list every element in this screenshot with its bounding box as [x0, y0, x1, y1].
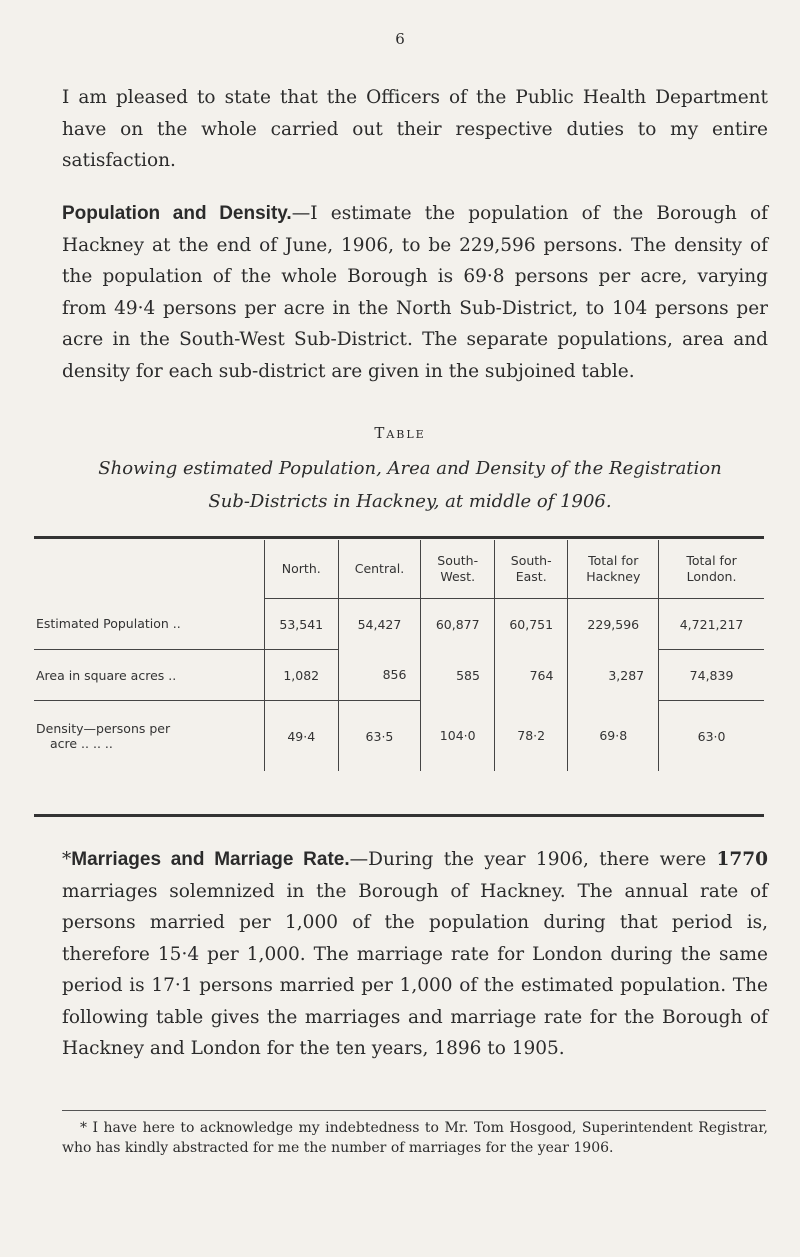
- marriages-count: 1770: [716, 849, 769, 870]
- cell: 69·8: [568, 701, 659, 772]
- intro-paragraph: I am pleased to state that the Officers of the Public Health Department have on the whole carried out their respective duties to my entire satisfaction.: [62, 87, 768, 171]
- footnote: * I have here to acknowledge my indebtedness to Mr. Tom Hosgood, Superintendent Registrar, who has kindly abstracted for me the number of marriages for the year 1906.: [62, 1120, 768, 1156]
- cell: 60,877: [421, 599, 495, 650]
- table-row-area: [34, 650, 764, 701]
- cell: 1,082: [265, 650, 339, 701]
- cell: 3,287: [568, 650, 659, 701]
- cell: 229,596: [568, 599, 659, 650]
- cell: 78·2: [494, 701, 568, 772]
- cell: 63·0: [659, 701, 764, 772]
- population-paragraph: [62, 198, 768, 387]
- cell: 60,751: [494, 599, 568, 650]
- row-label: Area in square acres ..: [34, 650, 265, 701]
- cell: 49·4: [265, 701, 339, 772]
- marriages-text-after: marriages solemnized in the Borough of Hackney. The annual rate of persons married per 1,000 of the population during that period is, therefore 15·4 per 1,000. The marriage rate for London during the same period is 17·1 persons married per 1,000 of the estimated population. The following table gives the marriages and marriage rate for the Borough of Hackney and London for the ten years, 1896 to 1905.: [62, 880, 768, 1059]
- cell: 4,721,217: [659, 599, 764, 650]
- marriages-paragraph: [62, 844, 768, 1065]
- marriages-heading: Marriages and Marriage Rate.: [71, 849, 350, 870]
- population-heading: Population and Density.: [62, 203, 292, 224]
- population-text: —I estimate the population of the Borough of Hackney at the end of June, 1906, to be 229,596 persons. The density of the population of the whole Borough is 69·8 persons per acre, varying from 49·4 persons per acre in the North Sub-District, to 104 persons per acre in the South-West Sub-District. The separate populations, area and density for each sub-district are given in the subjoined table.: [62, 203, 768, 382]
- cell: 53,541: [265, 599, 339, 650]
- density-table: [34, 540, 764, 771]
- marriages-text-before: —During the year 1906, there were: [349, 849, 717, 870]
- col-header-total-london: Total for London.: [659, 540, 764, 599]
- footnote-marker: *: [62, 849, 72, 870]
- cell: 54,427: [338, 599, 421, 650]
- table-header-row: [34, 540, 764, 599]
- col-header-central: Central.: [338, 540, 421, 599]
- cell: 63·5: [338, 701, 421, 772]
- cell: 74,839: [659, 650, 764, 701]
- table-label: Table: [374, 424, 426, 442]
- table-caption: [60, 452, 760, 518]
- row-label: Density—persons per acre .. .. ..: [34, 701, 265, 772]
- table-bottom-rule: [34, 814, 764, 817]
- cell: 585: [421, 650, 495, 701]
- table-caption-line-2: Sub-Districts in Hackney, at middle of 1906.: [208, 491, 612, 512]
- cell: 104·0: [421, 701, 495, 772]
- row-label: Estimated Population ..: [36, 616, 181, 632]
- col-header-south-east: South- East.: [494, 540, 568, 599]
- col-header-north: North.: [265, 540, 339, 599]
- cell: 764: [494, 650, 568, 701]
- table-row-population: [34, 599, 764, 650]
- footnote-rule: [62, 1110, 766, 1111]
- table-top-rule: [34, 536, 764, 539]
- table-row-density: [34, 701, 764, 772]
- col-header-total-hackney: Total for Hackney: [568, 540, 659, 599]
- cell: 856: [338, 650, 421, 701]
- header-blank: [34, 540, 265, 599]
- table-caption-line-1: Showing estimated Population, Area and Density of the Registration: [98, 458, 722, 479]
- col-header-south-west: South- West.: [421, 540, 495, 599]
- page-number: 6: [395, 30, 405, 48]
